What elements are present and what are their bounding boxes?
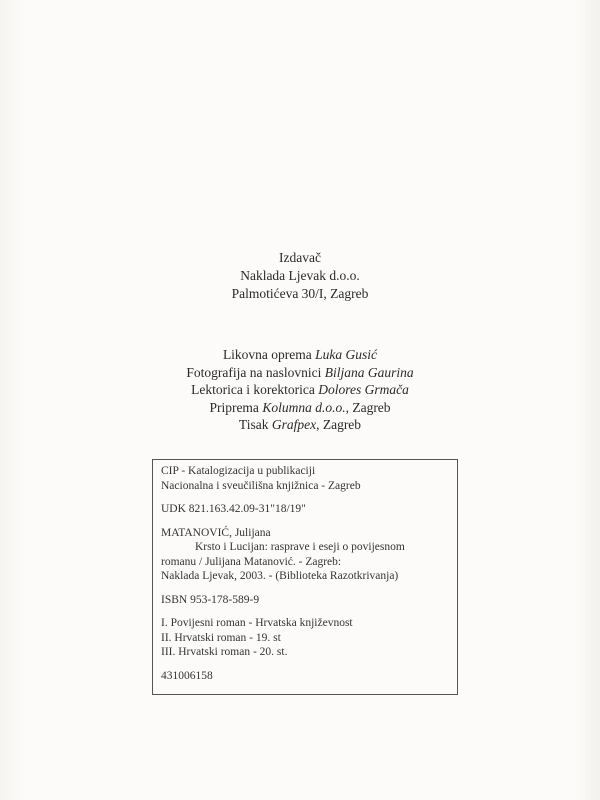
credit-line: Priprema Kolumna d.o.o., Zagreb	[209, 399, 391, 415]
cip-isbn: ISBN 953-178-589-9	[161, 593, 260, 606]
credit-line: Lektorica i korektorica Dolores Grmača	[191, 382, 409, 397]
cip-record-box	[152, 459, 458, 695]
credit-person: Grafpex	[271, 417, 317, 432]
cip-imprint: Naklada Ljevak, 2003. - (Biblioteka Razotkrivanja)	[161, 570, 399, 582]
credit-person: Biljana Gaurina	[324, 364, 414, 380]
credits-block	[0, 346, 600, 434]
publisher-name: Naklada Ljevak d.o.o.	[240, 268, 360, 283]
cip-library: Nacionalna i sveučilišna knjižnica - Zagreb	[161, 479, 361, 492]
credit-person: Kolumna d.o.o.	[262, 399, 346, 415]
cip-subject: II. Hrvatski roman - 19. st	[161, 631, 281, 644]
credit-line: Likovna oprema Luka Gusić	[222, 347, 378, 362]
cip-header: CIP - Katalogizacija u publikaciji	[161, 465, 316, 477]
publisher-heading: Izdavač	[279, 250, 321, 265]
cip-record-id: 431006158	[161, 669, 213, 682]
publisher-address: Palmotićeva 30/I, Zagreb	[231, 286, 369, 301]
cip-title-cont: romanu / Julijana Matanović. - Zagreb:	[161, 555, 342, 568]
cip-title: Krsto i Lucijan: rasprave i eseji o povijesnom	[195, 541, 405, 553]
credit-person: Dolores Grmača	[318, 382, 409, 397]
credit-line: Fotografija na naslovnici Biljana Gaurina	[186, 364, 414, 380]
cip-udk: UDK 821.163.42.09-31"18/19"	[161, 503, 306, 515]
credit-line: Tisak Grafpex, Zagreb	[238, 417, 362, 432]
cip-subject: III. Hrvatski roman - 20. st.	[161, 646, 288, 658]
cip-subject: I. Povijesni roman - Hrvatska književnost	[161, 617, 353, 629]
publisher-block	[0, 249, 600, 303]
credit-person: Luka Gusić	[315, 347, 378, 362]
cip-author: MATANOVIĆ, Julijana	[161, 526, 271, 539]
